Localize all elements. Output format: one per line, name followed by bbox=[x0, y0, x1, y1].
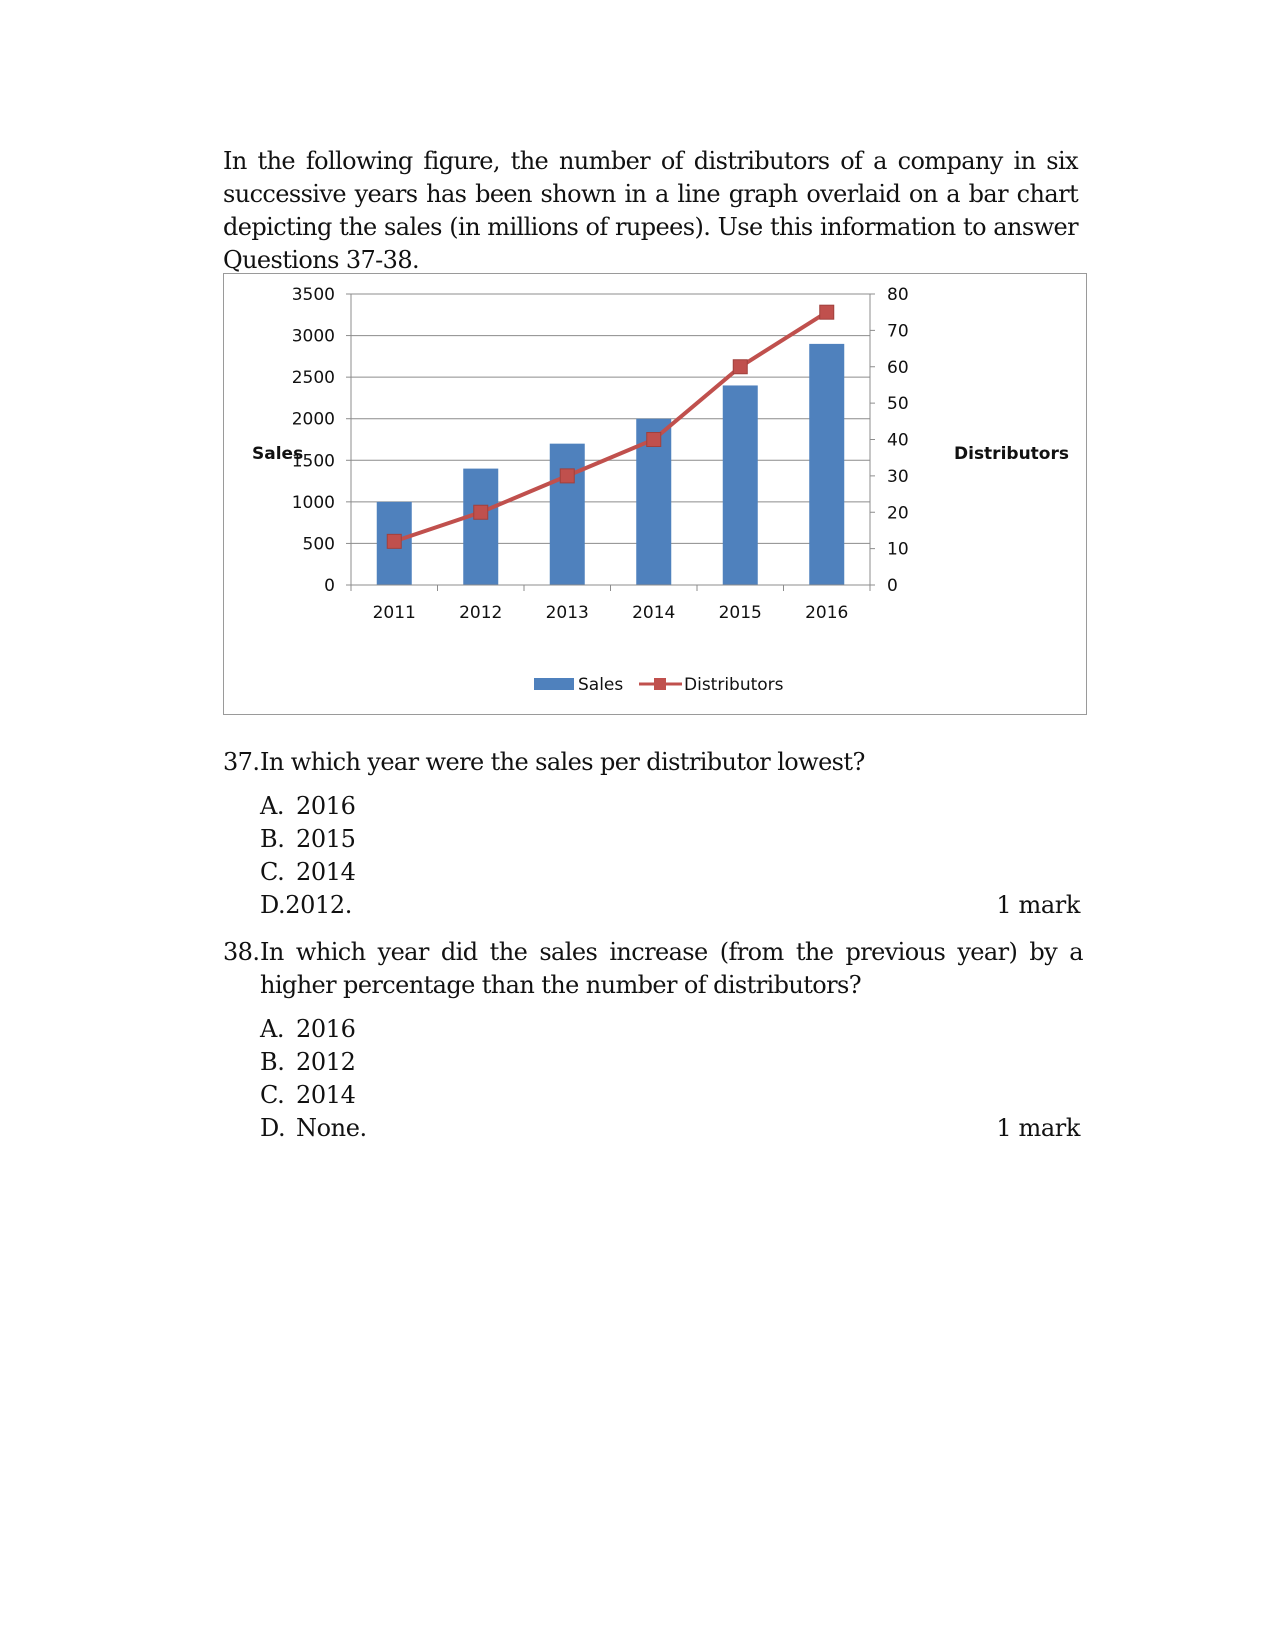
y2-tick-label: 30 bbox=[887, 466, 909, 487]
y2-tick-label: 60 bbox=[887, 357, 909, 378]
mark-label: 1 mark bbox=[996, 891, 1080, 919]
mark-label: 1 mark bbox=[996, 1114, 1080, 1142]
option-text: 2012 bbox=[296, 1048, 356, 1076]
question-38-options bbox=[260, 1013, 1080, 1145]
y-tick-label: 3500 bbox=[291, 285, 335, 305]
option-c bbox=[260, 856, 1080, 889]
y-tick-label: 1500 bbox=[291, 451, 335, 472]
option-c bbox=[260, 1079, 1080, 1112]
y2-tick-label: 70 bbox=[887, 321, 909, 342]
option-text: 2016 bbox=[296, 1015, 356, 1043]
question-37 bbox=[223, 746, 1083, 779]
sales-bar bbox=[809, 344, 844, 585]
x-tick-label: 2012 bbox=[459, 603, 503, 623]
option-a bbox=[260, 790, 1080, 823]
distributors-polyline bbox=[394, 312, 827, 541]
option-a bbox=[260, 1013, 1080, 1046]
question-number: 38. bbox=[223, 938, 260, 966]
chart-legend bbox=[534, 675, 784, 695]
option-letter: B. bbox=[260, 825, 285, 853]
question-number: 37. bbox=[223, 748, 260, 776]
y-tick-label: 3000 bbox=[291, 326, 335, 347]
x-tick-label: 2013 bbox=[545, 603, 589, 623]
legend-sales-label: Sales bbox=[578, 675, 624, 695]
option-letter: D. bbox=[260, 1114, 286, 1142]
option-letter: C. bbox=[260, 1081, 285, 1109]
option-letter: A. bbox=[260, 792, 285, 820]
option-letter: D. bbox=[260, 891, 286, 919]
y-tick-label: 2000 bbox=[291, 409, 335, 430]
legend-sales-swatch bbox=[534, 678, 574, 690]
distributors-point bbox=[733, 360, 747, 374]
option-text: None. bbox=[296, 1114, 367, 1142]
x-tick-label: 2015 bbox=[718, 603, 762, 623]
distributors-point bbox=[560, 469, 574, 483]
intro-paragraph: In the following figure, the number of distributors of a company in six successive years has been shown in a line graph overlaid on a bar chart depicting the sales (in millions of rupees). Use this information to answer Questions 37-38. bbox=[223, 147, 1078, 274]
option-text: 2014 bbox=[296, 858, 356, 886]
legend-distributors-marker bbox=[654, 678, 666, 690]
option-text: 2012. bbox=[285, 891, 352, 919]
y2-tick-label: 10 bbox=[887, 539, 909, 560]
x-tick-label: 2014 bbox=[632, 603, 676, 623]
distributors-point bbox=[647, 433, 661, 447]
legend-distributors-label: Distributors bbox=[684, 675, 784, 695]
y-tick-label: 500 bbox=[302, 534, 335, 555]
option-text: 2016 bbox=[296, 792, 356, 820]
option-d bbox=[260, 1112, 1080, 1145]
sales-bar bbox=[463, 469, 498, 585]
y2-tick-label: 0 bbox=[887, 576, 898, 596]
question-text: In which year did the sales increase (from the previous year) by a higher percentage than the number of distributors? bbox=[260, 938, 1083, 999]
sales-bar bbox=[723, 385, 758, 585]
option-letter: B. bbox=[260, 1048, 285, 1076]
y-tick-label: 0 bbox=[324, 576, 335, 596]
option-text: 2015 bbox=[296, 825, 356, 853]
distributors-point bbox=[474, 505, 488, 519]
question-37-options bbox=[260, 790, 1080, 922]
y-axis-title-sales: Sales bbox=[252, 444, 304, 464]
y2-axis-title-distributors: Distributors bbox=[954, 444, 1069, 464]
combo-chart bbox=[223, 273, 1087, 715]
y-tick-label: 2500 bbox=[291, 368, 335, 389]
y2-tick-label: 20 bbox=[887, 503, 909, 524]
distributors-line bbox=[387, 305, 834, 548]
option-letter: A. bbox=[260, 1015, 285, 1043]
sales-bar bbox=[550, 444, 585, 585]
option-d bbox=[260, 889, 1080, 922]
y2-tick-label: 50 bbox=[887, 394, 909, 415]
gridlines bbox=[351, 294, 870, 585]
y2-tick-label: 80 bbox=[887, 285, 909, 305]
distributors-point bbox=[387, 534, 401, 548]
x-tick-label: 2011 bbox=[372, 603, 416, 623]
y-tick-label: 1000 bbox=[291, 492, 335, 513]
chart-svg bbox=[224, 274, 1086, 714]
question-38 bbox=[223, 936, 1083, 1002]
question-text: In which year were the sales per distributor lowest? bbox=[260, 748, 865, 776]
option-b bbox=[260, 1046, 1080, 1079]
option-letter: C. bbox=[260, 858, 285, 886]
x-tick-label: 2016 bbox=[805, 603, 849, 623]
sales-bars bbox=[377, 344, 845, 585]
option-b bbox=[260, 823, 1080, 856]
distributors-point bbox=[820, 305, 834, 319]
y2-tick-label: 40 bbox=[887, 430, 909, 451]
option-text: 2014 bbox=[296, 1081, 356, 1109]
